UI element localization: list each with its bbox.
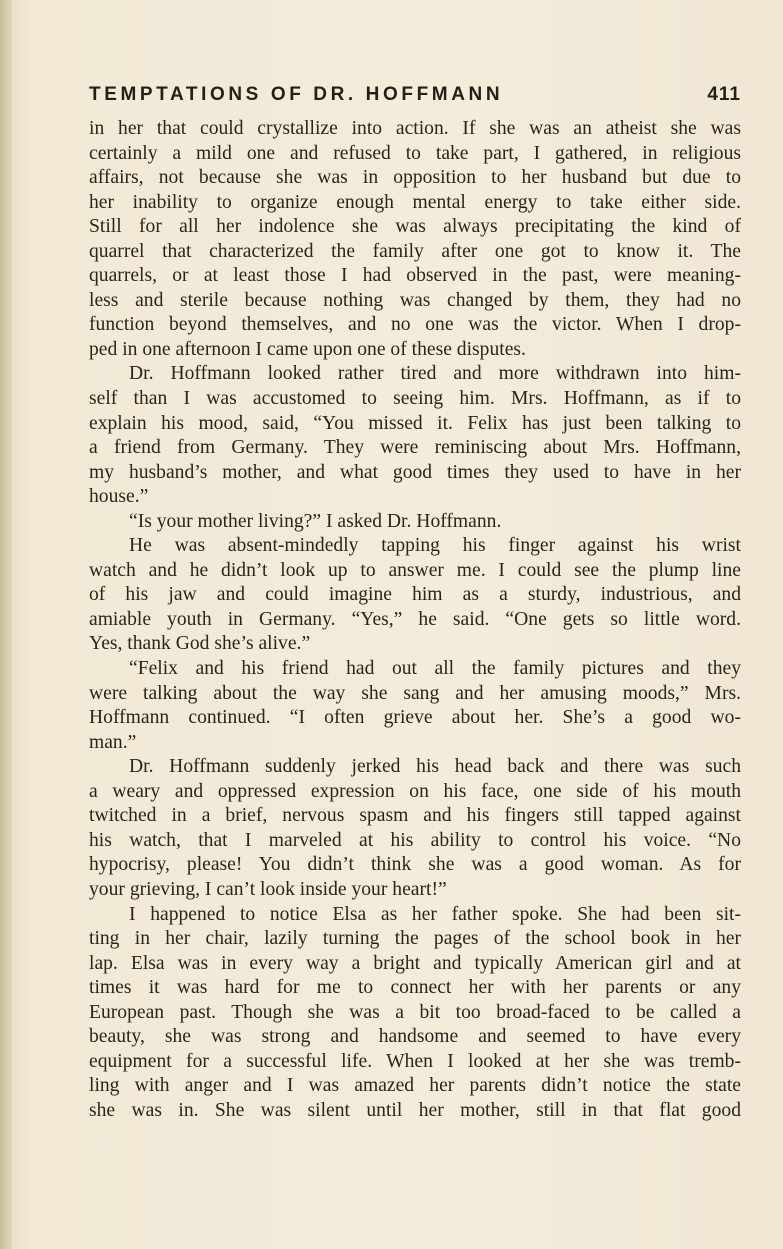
text-line: affairs, not because she was in opposition to her husband but due to [89, 167, 741, 189]
text-line: quarrel that characterized the family after one got to know it. The [89, 240, 741, 262]
page-body [89, 117, 741, 1123]
page-number: 411 [707, 84, 741, 105]
text-line: her inability to organize enough mental energy to take either side. [89, 191, 741, 213]
text-line: in her that could crystallize into action. If she was an atheist she was [89, 118, 741, 139]
text-line: house.” [89, 486, 149, 508]
text-line: a weary and oppressed expression on his face, one side of his mouth [89, 780, 741, 802]
text-line: Still for all her indolence she was always precipitating the kind of [89, 216, 741, 238]
text-line: a friend from Germany. They were reminiscing about Mrs. Hoffmann, [89, 437, 741, 459]
text-line: man.” [89, 731, 137, 753]
text-line: quarrels, or at least those I had observed in the past, were meaning- [89, 265, 741, 287]
text-line: times it was hard for me to connect her with her parents or any [89, 977, 741, 999]
text-line: He was absent-mindedly tapping his finger against his wrist [129, 535, 741, 557]
text-line: ling with anger and I was amazed her parents didn’t notice the state [89, 1075, 741, 1097]
text-line: his watch, that I marveled at his ability to control his voice. “No [89, 829, 741, 851]
paragraph [89, 510, 741, 535]
paragraph [89, 117, 741, 362]
paragraph [89, 755, 741, 902]
running-title: TEMPTATIONS OF DR. HOFFMANN [89, 84, 504, 105]
text-line: less and sterile because nothing was changed by them, they had no [89, 289, 741, 311]
text-line: ped in one afternoon I came upon one of these disputes. [89, 338, 526, 360]
text-line: Dr. Hoffmann suddenly jerked his head back and there was such [129, 756, 741, 778]
text-line: beauty, she was strong and handsome and seemed to have every [89, 1026, 741, 1048]
text-line: watch and he didn’t look up to answer me. I could see the plump line [89, 559, 741, 581]
text-line: “Felix and his friend had out all the family pictures and they [129, 658, 741, 680]
book-spine-shadow [0, 0, 12, 1249]
text-line: amiable youth in Germany. “Yes,” he said. “One gets so little word. [89, 608, 741, 630]
text-line: explain his mood, said, “You missed it. Felix has just been talking to [89, 412, 741, 434]
text-line: she was in. She was silent until her mother, still in that flat good [89, 1099, 741, 1121]
text-line: Hoffmann continued. “I often grieve about her. She’s a good wo- [89, 707, 741, 729]
text-line: lap. Elsa was in every way a bright and typically American girl and at [89, 952, 741, 974]
text-line: were talking about the way she sang and her amusing moods,” Mrs. [89, 682, 741, 704]
text-line: twitched in a brief, nervous spasm and his fingers still tapped against [89, 805, 741, 827]
text-line: ting in her chair, lazily turning the pages of the school book in her [89, 928, 741, 950]
paragraph [89, 534, 741, 657]
text-line: I happened to notice Elsa as her father spoke. She had been sit- [129, 903, 741, 925]
paragraph [89, 362, 741, 509]
text-line: function beyond themselves, and no one was the victor. When I drop- [89, 314, 741, 336]
text-line: Yes, thank God she’s alive.” [89, 633, 311, 655]
text-line: “Is your mother living?” I asked Dr. Hoffmann. [129, 510, 502, 532]
text-line: Dr. Hoffmann looked rather tired and more withdrawn into him- [129, 363, 741, 385]
text-line: my husband’s mother, and what good times they used to have in her [89, 461, 741, 483]
text-line: self than I was accustomed to seeing him. Mrs. Hoffmann, as if to [89, 388, 741, 410]
paragraph [89, 657, 741, 755]
running-header [89, 84, 741, 112]
paragraph [89, 903, 741, 1124]
text-line: European past. Though she was a bit too broad-faced to be called a [89, 1001, 741, 1023]
text-line: equipment for a successful life. When I looked at her she was tremb- [89, 1050, 741, 1072]
text-line: hypocrisy, please! You didn’t think she was a good woman. As for [89, 854, 741, 876]
text-line: certainly a mild one and refused to take part, I gathered, in religious [89, 142, 741, 164]
text-line: of his jaw and could imagine him as a sturdy, industrious, and [89, 584, 741, 606]
text-line: your grieving, I can’t look inside your heart!” [89, 878, 447, 900]
